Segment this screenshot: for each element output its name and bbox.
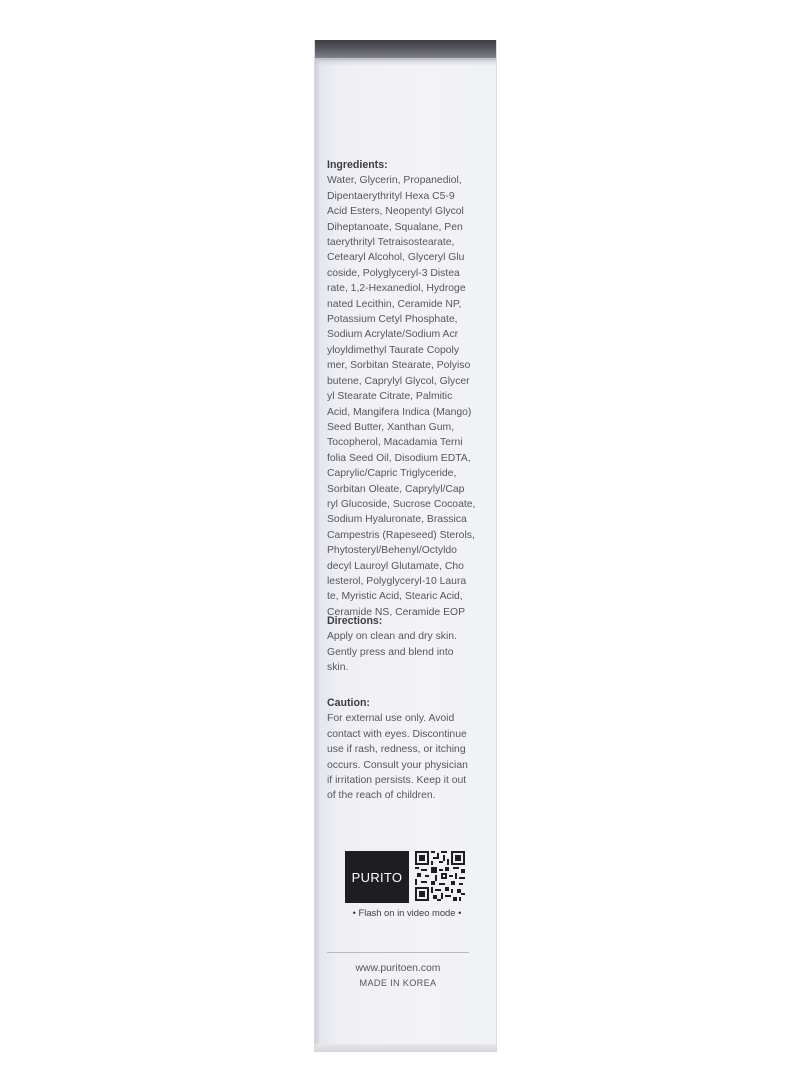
caution-heading: Caution: <box>327 697 370 709</box>
ingredients-text: Water, Glycerin, Propanediol, Dipentaerythrityl Hexa C5-9 Acid Esters, Neopentyl Glycol Diheptanoate, Squalane, Pen taerythrityl Tetraisostearate, Cetearyl Alcohol, Glyceryl Glu coside, Polyglyceryl-3 Distea rate, 1,2-Hexanediol, Hydroge nated Lecithin, Ceramide NP, Potassium Cetyl Phosphate, Sodium Acrylate/Sodium Acr yloyldimethyl Taurate Copoly mer, Sorbitan Stearate, Polyiso butene, Caprylyl Glycol, Glycer yl Stearate Citrate, Palmitic Acid, Mangifera Indica (Mango) Seed Butter, Xanthan Gum, Tocopherol, Macadamia Terni folia Seed Oil, Disodium EDTA, Caprylic/Capric Triglyceride, Sorbitan Oleate, Caprylyl/Cap ryl Glucoside, Sucrose Cocoate, Sodium Hyaluronate, Brassica Campestris (Rapeseed) Sterols, Phytosteryl/Behenyl/Octyldo decyl Lauroyl Glutamate, Cho lesterol, Polyglyceryl-10 Laura te, Myristic Acid, Stearic Acid, Ceramide NS, Ceramide EOP <box>327 175 476 618</box>
origin-label: MADE IN KOREA <box>359 978 437 988</box>
box-top-flap <box>315 40 496 60</box>
box-bottom-edge <box>315 1044 496 1052</box>
directions-heading: Directions: <box>327 615 383 627</box>
purito-logo: PURITO <box>345 851 409 903</box>
ingredients-section <box>327 158 477 620</box>
divider <box>327 952 469 953</box>
qr-code-icon[interactable] <box>415 851 465 901</box>
qr-instruction: • Flash on in video mode • <box>352 907 462 918</box>
website-url[interactable]: www.puritoen.com <box>355 963 441 974</box>
box-fold-edge <box>315 60 320 1052</box>
ingredients-heading: Ingredients: <box>327 159 388 171</box>
caution-section <box>327 696 477 804</box>
directions-section <box>327 614 477 676</box>
directions-text: Apply on clean and dry skin. Gently press and blend into skin. <box>327 631 457 674</box>
caution-text: For external use only. Avoid contact with eyes. Discontinue use if rash, redness, or itching occurs. Consult your physician if irritation persists. Keep it out of the reach of children. <box>327 713 468 802</box>
